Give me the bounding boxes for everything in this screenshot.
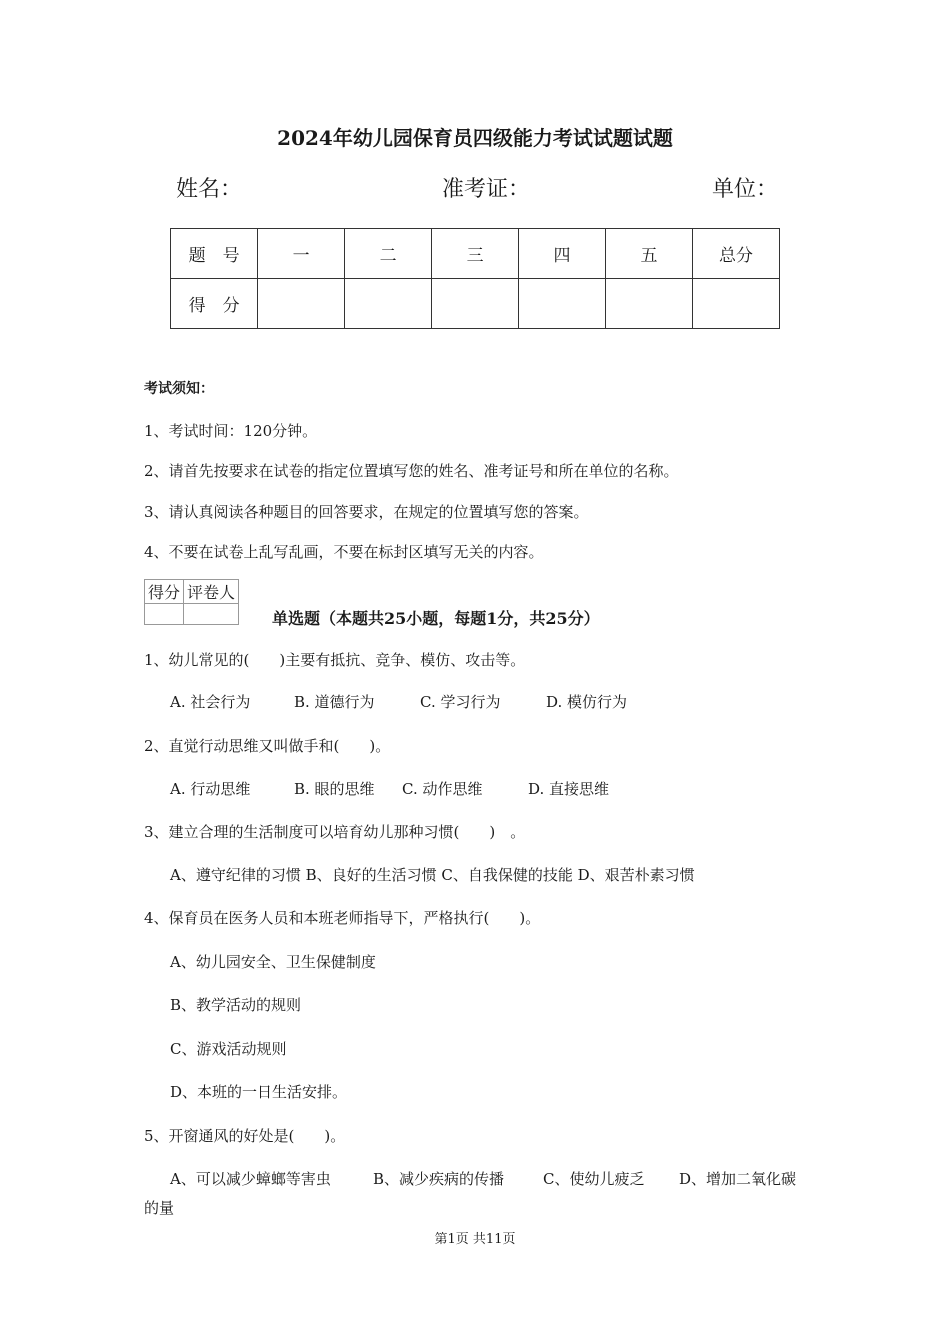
page-title: 2024年幼儿园保育员四级能力考试试题试题 <box>277 126 673 150</box>
header-cell: 总分 <box>692 229 779 279</box>
notice-item: 3、请认真阅读各种题目的回答要求，在规定的位置填写您的答案。 <box>144 503 589 521</box>
question-4: 4、保育员在医务人员和本班老师指导下，严格执行( )。 <box>144 909 541 927</box>
grader-box <box>144 579 239 625</box>
grader-box-grader-label: 评卷人 <box>184 580 239 604</box>
page-footer: 第1页 共11页 <box>434 1232 516 1247</box>
option-b[interactable]: B、教学活动的规则 <box>170 996 302 1014</box>
question-5: 5、开窗通风的好处是( )。 <box>144 1127 346 1145</box>
score-cell[interactable] <box>692 279 779 329</box>
option-a[interactable]: A、可以减少蟑螂等害虫 <box>170 1170 331 1188</box>
grader-box-grader-cell[interactable] <box>184 604 239 625</box>
option-d[interactable]: D. 模仿行为 <box>546 693 628 711</box>
option-c[interactable]: C. 动作思维 <box>402 780 483 798</box>
score-table <box>170 228 780 329</box>
grader-box-score-cell[interactable] <box>145 604 184 625</box>
score-cell[interactable] <box>345 279 432 329</box>
notice-item: 1、考试时间：120分钟。 <box>144 422 318 440</box>
question-2: 2、直觉行动思维又叫做手和( )。 <box>144 737 391 755</box>
header-cell: 二 <box>345 229 432 279</box>
option-a[interactable]: A、幼儿园安全、卫生保健制度 <box>170 953 376 971</box>
name-field-label: 姓名： <box>176 177 243 202</box>
option-d[interactable]: D. 直接思维 <box>528 780 610 798</box>
option-a[interactable]: A. 社会行为 <box>170 693 251 711</box>
notice-item: 4、不要在试卷上乱写乱画，不要在标封区填写无关的内容。 <box>144 543 544 561</box>
unit-field-label: 单位： <box>712 177 779 202</box>
option-a[interactable]: A. 行动思维 <box>170 780 251 798</box>
grader-box-score-label: 得分 <box>145 580 184 604</box>
option-b[interactable]: B. 眼的思维 <box>294 780 375 798</box>
question-1-options <box>170 691 627 712</box>
header-cell: 四 <box>519 229 606 279</box>
exam-id-field-label: 准考证： <box>442 177 531 202</box>
option-c[interactable]: C. 学习行为 <box>420 693 501 711</box>
score-cell[interactable] <box>606 279 693 329</box>
option-d[interactable]: D、本班的一日生活安排。 <box>170 1083 348 1101</box>
question-1: 1、幼儿常见的( )主要有抵抗、竞争、模仿、攻击等。 <box>144 651 526 669</box>
notice-item: 2、请首先按要求在试卷的指定位置填写您的姓名、准考证号和所在单位的名称。 <box>144 462 679 480</box>
header-cell: 三 <box>432 229 519 279</box>
question-2-options <box>170 778 609 799</box>
score-table-header-row <box>171 229 780 279</box>
option-c[interactable]: C、使幼儿疲乏 <box>543 1170 645 1188</box>
score-cell[interactable] <box>432 279 519 329</box>
score-table-score-row <box>171 279 780 329</box>
header-cell: 题 号 <box>171 229 258 279</box>
notice-heading: 考试须知： <box>144 381 214 397</box>
question-5-options <box>170 1168 796 1189</box>
section-title: 单选题（本题共25小题，每题1分，共25分） <box>272 609 600 628</box>
row-label-cell: 得 分 <box>171 279 258 329</box>
question-5-option-wrap: 的量 <box>144 1199 175 1217</box>
score-cell[interactable] <box>519 279 606 329</box>
header-cell: 五 <box>606 229 693 279</box>
header-cell: 一 <box>258 229 345 279</box>
option-b[interactable]: B、减少疾病的传播 <box>373 1170 505 1188</box>
score-cell[interactable] <box>258 279 345 329</box>
option-d[interactable]: D、增加二氧化碳 <box>679 1170 797 1188</box>
option-b[interactable]: B. 道德行为 <box>294 693 375 711</box>
option-c[interactable]: C、游戏活动规则 <box>170 1040 287 1058</box>
question-3: 3、建立合理的生活制度可以培育幼儿那种习惯( ) 。 <box>144 823 526 841</box>
question-3-options[interactable]: A、遵守纪律的习惯 B、良好的生活习惯 C、自我保健的技能 D、艰苦朴素习惯 <box>170 866 695 884</box>
